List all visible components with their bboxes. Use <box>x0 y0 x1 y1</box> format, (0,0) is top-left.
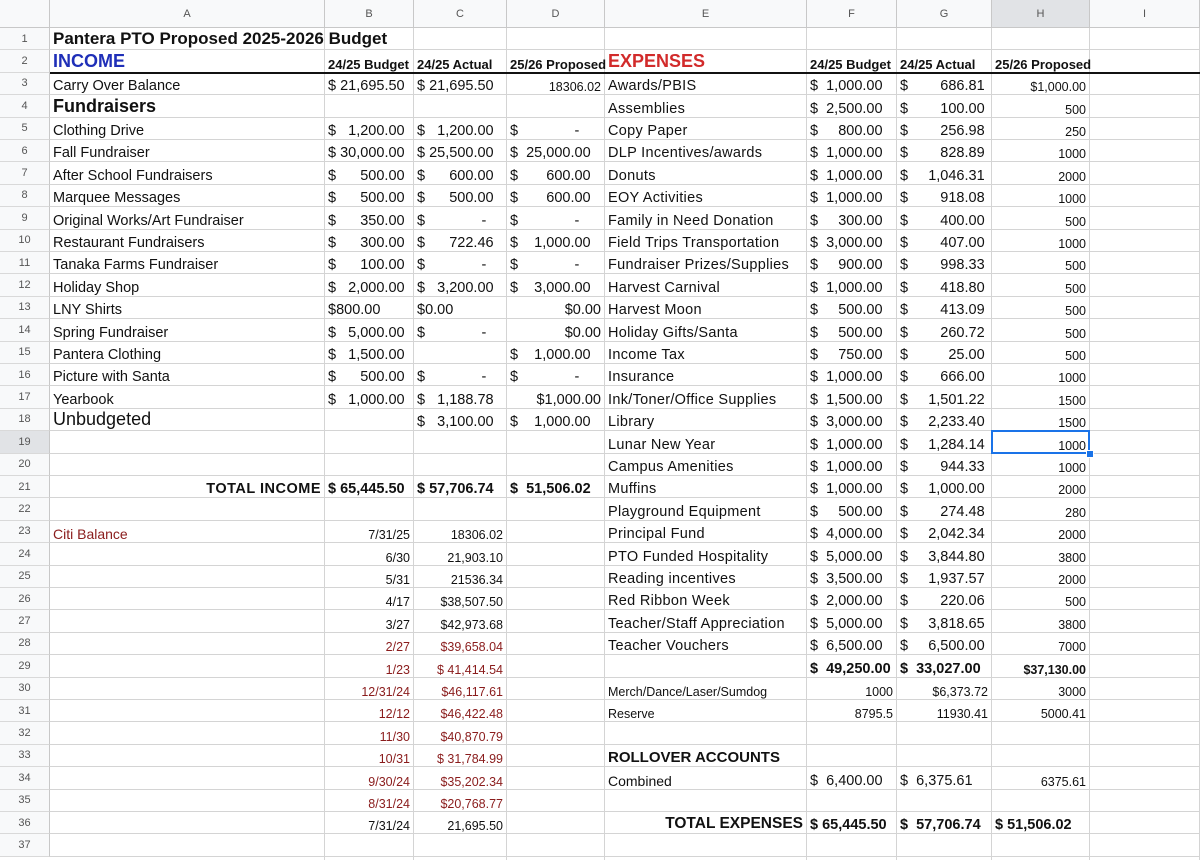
row-header-2[interactable]: 2 <box>0 50 50 72</box>
total-expenses-label[interactable]: TOTAL EXPENSES <box>665 815 803 833</box>
expense-item-budget[interactable]: $ 3,000.00 <box>810 234 883 251</box>
citi-entry-value[interactable]: $46,422.48 <box>440 707 503 722</box>
expense-item-budget[interactable]: $ 1,000.00 <box>810 458 883 475</box>
total-income-budget[interactable]: $ 65,445.50 <box>328 481 405 498</box>
income-item-label[interactable]: LNY Shirts <box>53 302 123 319</box>
expense-item-actual[interactable]: $ 1,000.00 <box>900 481 985 498</box>
expense-item-proposed[interactable]: 500 <box>1065 259 1086 274</box>
expense-item-budget[interactable]: $ 1,500.00 <box>810 391 883 408</box>
expense-item-label[interactable]: Donuts <box>608 167 656 184</box>
expense-item-budget[interactable]: $ 500.00 <box>810 302 883 319</box>
row-header-7[interactable]: 7 <box>0 162 50 184</box>
expense-item-label[interactable]: Campus Amenities <box>608 458 734 475</box>
income-item-proposed[interactable]: $ 1,000.00 <box>510 234 591 251</box>
income-item-budget[interactable]: $ 30,000.00 <box>328 145 405 162</box>
total-income-actual[interactable]: $ 57,706.74 <box>417 481 494 498</box>
income-item-actual[interactable]: $ - <box>417 257 487 274</box>
citi-entry-value[interactable]: 21536.34 <box>450 572 503 587</box>
expense-item-label[interactable]: PTO Funded Hospitality <box>608 548 769 565</box>
expense-item-label[interactable]: Awards/PBIS <box>608 78 697 95</box>
income-item-proposed[interactable]: $ 25,000.00 <box>510 145 591 162</box>
income-item-proposed[interactable]: $ 3,000.00 <box>510 279 591 296</box>
total-income-proposed[interactable]: $ 51,506.02 <box>510 481 591 498</box>
income-item-budget[interactable]: $ 500.00 <box>328 167 405 184</box>
expense-item-proposed[interactable]: $1,000.00 <box>1030 80 1086 95</box>
rollover-combined-proposed[interactable]: 6375.61 <box>1040 774 1086 789</box>
expense-item-budget[interactable]: $ 900.00 <box>810 257 883 274</box>
rollover-combined-actual[interactable]: $ 6,375.61 <box>900 772 973 789</box>
expense-item-label[interactable]: Harvest Moon <box>608 302 702 319</box>
expense-item-proposed[interactable]: 1000 <box>1058 236 1086 251</box>
row-header-15[interactable]: 15 <box>0 342 50 364</box>
row-header-4[interactable]: 4 <box>0 95 50 117</box>
income-item-actual[interactable]: $ - <box>417 212 487 229</box>
row-header-31[interactable]: 31 <box>0 700 50 722</box>
income-item-budget[interactable]: $ 2,000.00 <box>328 279 405 296</box>
citi-entry-value[interactable]: $ 41,414.54 <box>436 662 503 677</box>
citi-balance-label[interactable]: Citi Balance <box>53 526 128 543</box>
income-item-label[interactable]: Fall Fundraiser <box>53 145 150 162</box>
expense-item-actual[interactable]: $ 686.81 <box>900 78 985 95</box>
income-item-proposed[interactable]: $ - <box>510 122 580 139</box>
income-item-budget[interactable]: $ 100.00 <box>328 257 405 274</box>
income-item-actual[interactable]: $ - <box>417 369 487 386</box>
income-item-label[interactable]: Unbudgeted <box>53 409 152 430</box>
income-item-label[interactable]: Restaurant Fundraisers <box>53 234 205 251</box>
income-item-actual[interactable]: $ 21,695.50 <box>417 78 494 95</box>
expense-item-proposed[interactable]: 500 <box>1065 304 1086 319</box>
row-header-10[interactable]: 10 <box>0 230 50 252</box>
row-header-36[interactable]: 36 <box>0 812 50 834</box>
expense-item-label[interactable]: Assemblies <box>608 100 686 117</box>
expense-item-label[interactable]: Red Ribbon Week <box>608 593 730 610</box>
income-item-budget[interactable]: $ 5,000.00 <box>328 324 405 341</box>
expenses-col-f-header[interactable]: 24/25 Budget <box>810 56 891 72</box>
citi-entry-value[interactable]: 18306.02 <box>450 528 503 543</box>
expense-item-actual[interactable]: $ 413.09 <box>900 302 985 319</box>
expense-item-label[interactable]: Field Trips Transportation <box>608 234 780 251</box>
reserve-budget[interactable]: 8795.5 <box>854 707 893 722</box>
expense-item-label[interactable]: Lunar New Year <box>608 436 716 453</box>
expense-item-label[interactable]: Harvest Carnival <box>608 279 720 296</box>
reserve-actual[interactable]: 11930.41 <box>936 707 988 722</box>
expense-item-proposed[interactable]: 2000 <box>1058 528 1086 543</box>
expense-item-actual[interactable]: $ 1,046.31 <box>900 167 985 184</box>
row-header-32[interactable]: 32 <box>0 722 50 744</box>
expense-item-proposed[interactable]: 2000 <box>1058 572 1086 587</box>
merch-label[interactable]: Merch/Dance/Laser/Sumdog <box>608 684 768 699</box>
row-header-35[interactable]: 35 <box>0 790 50 812</box>
total-income-label[interactable]: TOTAL INCOME <box>206 481 321 498</box>
column-header-i[interactable]: I <box>1090 0 1200 28</box>
citi-entry-value[interactable]: $ 31,784.99 <box>436 752 503 767</box>
column-header-d[interactable]: D <box>507 0 605 28</box>
income-item-proposed[interactable]: $ - <box>510 257 580 274</box>
expense-item-budget[interactable]: $ 5,000.00 <box>810 615 883 632</box>
expense-item-actual[interactable]: $ 1,937.57 <box>900 570 985 587</box>
expense-item-proposed[interactable]: 500 <box>1065 348 1086 363</box>
income-item-budget[interactable]: $ 300.00 <box>328 234 405 251</box>
citi-entry-date[interactable]: 3/27 <box>385 617 410 632</box>
expense-item-proposed[interactable]: 250 <box>1065 124 1086 139</box>
citi-entry-value[interactable]: $42,973.68 <box>440 617 503 632</box>
expense-item-budget[interactable]: $ 3,500.00 <box>810 570 883 587</box>
expense-item-actual[interactable]: $ 220.06 <box>900 593 985 610</box>
citi-entry-value[interactable]: $38,507.50 <box>440 595 503 610</box>
row-header-22[interactable]: 22 <box>0 498 50 520</box>
expense-item-budget[interactable]: $ 1,000.00 <box>810 167 883 184</box>
income-item-actual[interactable]: $0.00 <box>417 302 454 319</box>
income-col-c-header[interactable]: 24/25 Actual <box>417 56 493 72</box>
expense-item-actual[interactable]: $ 6,500.00 <box>900 638 985 655</box>
citi-entry-date[interactable]: 1/23 <box>385 662 410 677</box>
expenses-col-g-header[interactable]: 24/25 Actual <box>900 56 976 72</box>
column-header-b[interactable]: B <box>325 0 414 28</box>
expense-subtotal-budget[interactable]: $ 49,250.00 <box>810 660 891 677</box>
expense-item-budget[interactable]: $ 1,000.00 <box>810 481 883 498</box>
income-col-d-header[interactable]: 25/26 Proposed <box>510 56 607 72</box>
expense-item-actual[interactable]: $ 25.00 <box>900 346 985 363</box>
expense-item-proposed[interactable]: 500 <box>1065 281 1086 296</box>
expense-item-proposed[interactable]: 500 <box>1065 102 1086 117</box>
row-header-6[interactable]: 6 <box>0 140 50 162</box>
row-header-20[interactable]: 20 <box>0 454 50 476</box>
income-item-label[interactable]: Picture with Santa <box>53 369 170 386</box>
row-header-24[interactable]: 24 <box>0 543 50 565</box>
expense-item-actual[interactable]: $ 918.08 <box>900 190 985 207</box>
total-expenses-proposed[interactable]: $ 51,506.02 <box>995 817 1072 834</box>
income-item-label[interactable]: Original Works/Art Fundraiser <box>53 212 244 229</box>
income-item-actual[interactable]: $ 722.46 <box>417 234 494 251</box>
select-all-corner[interactable] <box>0 0 50 28</box>
expense-item-budget[interactable]: $ 300.00 <box>810 212 883 229</box>
expense-item-proposed[interactable]: 500 <box>1065 326 1086 341</box>
expense-item-actual[interactable]: $ 3,818.65 <box>900 615 985 632</box>
column-header-h[interactable]: H <box>992 0 1090 28</box>
expense-item-label[interactable]: Principal Fund <box>608 526 705 543</box>
citi-entry-date[interactable]: 6/30 <box>385 550 410 565</box>
expense-item-budget[interactable]: $ 4,000.00 <box>810 526 883 543</box>
row-header-37[interactable]: 37 <box>0 834 50 856</box>
expense-item-budget[interactable]: $ 2,000.00 <box>810 593 883 610</box>
row-header-11[interactable]: 11 <box>0 252 50 274</box>
expense-item-label[interactable]: DLP Incentives/awards <box>608 145 763 162</box>
reserve-proposed[interactable]: 5000.41 <box>1040 707 1086 722</box>
income-item-budget[interactable]: $ 350.00 <box>328 212 405 229</box>
expense-item-label[interactable]: Playground Equipment <box>608 503 761 520</box>
column-header-c[interactable]: C <box>414 0 507 28</box>
rollover-combined-budget[interactable]: $ 6,400.00 <box>810 772 883 789</box>
expense-item-actual[interactable]: $ 260.72 <box>900 324 985 341</box>
row-header-16[interactable]: 16 <box>0 364 50 386</box>
reserve-label[interactable]: Reserve <box>608 707 655 722</box>
citi-entry-date[interactable]: 7/31/24 <box>368 819 410 834</box>
expense-item-proposed[interactable]: 500 <box>1065 595 1086 610</box>
income-item-proposed[interactable]: $ 1,000.00 <box>510 346 591 363</box>
citi-entry-value[interactable]: $46,117.61 <box>441 684 503 699</box>
income-item-budget[interactable]: $ 21,695.50 <box>328 78 405 95</box>
expense-item-actual[interactable]: $ 418.80 <box>900 279 985 296</box>
expense-item-label[interactable]: Teacher Vouchers <box>608 638 729 655</box>
row-header-28[interactable]: 28 <box>0 633 50 655</box>
row-header-23[interactable]: 23 <box>0 521 50 543</box>
expense-item-actual[interactable]: $ 100.00 <box>900 100 985 117</box>
expense-item-label[interactable]: Family in Need Donation <box>608 212 774 229</box>
income-item-budget[interactable]: $ 1,200.00 <box>328 122 405 139</box>
row-header-25[interactable]: 25 <box>0 566 50 588</box>
citi-entry-date[interactable]: 11/30 <box>379 729 410 744</box>
expense-item-proposed[interactable]: 1000 <box>1058 438 1086 453</box>
expense-item-label[interactable]: Teacher/Staff Appreciation <box>608 615 785 632</box>
row-header-21[interactable]: 21 <box>0 476 50 498</box>
expense-item-actual[interactable]: $ 666.00 <box>900 369 985 386</box>
income-item-budget[interactable]: $ 500.00 <box>328 369 405 386</box>
income-item-label[interactable]: Carry Over Balance <box>53 78 181 95</box>
expense-item-proposed[interactable]: 1500 <box>1058 416 1086 431</box>
income-item-label[interactable]: Spring Fundraiser <box>53 324 169 341</box>
income-col-b-header[interactable]: 24/25 Budget <box>328 56 409 72</box>
income-item-proposed[interactable]: 18306.02 <box>548 80 601 95</box>
row-header-1[interactable]: 1 <box>0 28 50 50</box>
column-header-g[interactable]: G <box>897 0 992 28</box>
row-header-17[interactable]: 17 <box>0 386 50 408</box>
expense-item-budget[interactable]: $ 1,000.00 <box>810 436 883 453</box>
expense-item-proposed[interactable]: 1000 <box>1058 192 1086 207</box>
income-item-actual[interactable]: $ 25,500.00 <box>417 145 494 162</box>
expense-item-actual[interactable]: $ 1,501.22 <box>900 391 985 408</box>
expense-item-label[interactable]: Ink/Toner/Office Supplies <box>608 391 777 408</box>
citi-entry-value[interactable]: 21,695.50 <box>447 819 503 834</box>
expense-item-proposed[interactable]: 1500 <box>1058 393 1086 408</box>
expense-item-budget[interactable]: $ 500.00 <box>810 503 883 520</box>
citi-entry-date[interactable]: 7/31/25 <box>368 528 410 543</box>
expense-item-label[interactable]: Insurance <box>608 369 675 386</box>
rollover-combined-label[interactable]: Combined <box>608 772 672 789</box>
row-header-33[interactable]: 33 <box>0 745 50 767</box>
income-item-label[interactable]: Pantera Clothing <box>53 346 162 363</box>
expense-item-proposed[interactable]: 7000 <box>1058 640 1086 655</box>
income-item-budget[interactable]: $ 1,000.00 <box>328 391 405 408</box>
income-item-proposed[interactable]: $0.00 <box>564 302 601 319</box>
expense-item-budget[interactable]: $ 1,000.00 <box>810 145 883 162</box>
expense-item-actual[interactable]: $ 998.33 <box>900 257 985 274</box>
expense-item-actual[interactable]: $ 2,233.40 <box>900 414 985 431</box>
citi-entry-date[interactable]: 12/12 <box>378 707 410 722</box>
rollover-accounts-header[interactable]: ROLLOVER ACCOUNTS <box>608 749 780 767</box>
expense-item-proposed[interactable]: 1000 <box>1058 371 1086 386</box>
expense-subtotal-actual[interactable]: $ 33,027.00 <box>900 660 981 677</box>
expense-item-budget[interactable]: $ 500.00 <box>810 324 883 341</box>
income-item-label[interactable]: Holiday Shop <box>53 279 140 296</box>
row-header-19[interactable]: 19 <box>0 431 50 453</box>
income-item-actual[interactable]: $ - <box>417 324 487 341</box>
income-item-label[interactable]: Yearbook <box>53 391 114 408</box>
expense-item-budget[interactable]: $ 3,000.00 <box>810 414 883 431</box>
expense-item-label[interactable]: Copy Paper <box>608 122 688 139</box>
expense-item-label[interactable]: EOY Activities <box>608 190 703 207</box>
income-item-proposed[interactable]: $ 1,000.00 <box>510 414 591 431</box>
expense-item-actual[interactable]: $ 256.98 <box>900 122 985 139</box>
expense-item-proposed[interactable]: 280 <box>1065 505 1086 520</box>
income-item-label[interactable]: After School Fundraisers <box>53 167 213 184</box>
row-header-26[interactable]: 26 <box>0 588 50 610</box>
expense-item-label[interactable]: Holiday Gifts/Santa <box>608 324 738 341</box>
column-header-e[interactable]: E <box>605 0 807 28</box>
income-item-budget[interactable]: $800.00 <box>328 302 381 319</box>
expense-item-budget[interactable]: $ 1,000.00 <box>810 369 883 386</box>
expense-item-budget[interactable]: $ 2,500.00 <box>810 100 883 117</box>
income-item-proposed[interactable]: $ - <box>510 212 580 229</box>
expense-item-budget[interactable]: $ 1,000.00 <box>810 78 883 95</box>
expense-item-actual[interactable]: $ 3,844.80 <box>900 548 985 565</box>
expenses-col-h-header[interactable]: 25/26 Proposed <box>995 56 1092 72</box>
row-header-14[interactable]: 14 <box>0 319 50 341</box>
income-header[interactable]: INCOME <box>53 50 125 71</box>
row-header-13[interactable]: 13 <box>0 297 50 319</box>
citi-entry-date[interactable]: 8/31/24 <box>368 796 410 811</box>
expense-item-actual[interactable]: $ 400.00 <box>900 212 985 229</box>
expense-item-proposed[interactable]: 500 <box>1065 214 1086 229</box>
expense-item-budget[interactable]: $ 5,000.00 <box>810 548 883 565</box>
merch-actual[interactable]: $6,373.72 <box>932 684 988 699</box>
income-item-proposed[interactable]: $ 600.00 <box>510 167 591 184</box>
row-header-9[interactable]: 9 <box>0 207 50 229</box>
expense-item-actual[interactable]: $ 1,284.14 <box>900 436 985 453</box>
income-item-budget[interactable]: $ 1,500.00 <box>328 346 405 363</box>
income-item-actual[interactable]: $ 3,100.00 <box>417 414 494 431</box>
row-header-8[interactable]: 8 <box>0 185 50 207</box>
expense-item-proposed[interactable]: 3800 <box>1058 550 1086 565</box>
income-item-actual[interactable]: $ 1,200.00 <box>417 122 494 139</box>
total-expenses-actual[interactable]: $ 57,706.74 <box>900 817 981 834</box>
income-item-actual[interactable]: $ 3,200.00 <box>417 279 494 296</box>
expense-item-budget[interactable]: $ 800.00 <box>810 122 883 139</box>
expense-item-proposed[interactable]: 2000 <box>1058 169 1086 184</box>
expense-item-proposed[interactable]: 1000 <box>1058 147 1086 162</box>
expense-item-budget[interactable]: $ 6,500.00 <box>810 638 883 655</box>
expenses-header[interactable]: EXPENSES <box>608 50 706 71</box>
income-item-proposed[interactable]: $ - <box>510 369 580 386</box>
income-item-budget[interactable]: $ 500.00 <box>328 190 405 207</box>
income-item-actual[interactable]: $ 600.00 <box>417 167 494 184</box>
citi-entry-date[interactable]: 2/27 <box>385 640 410 655</box>
expense-item-label[interactable]: Fundraiser Prizes/Supplies <box>608 257 790 274</box>
expense-item-budget[interactable]: $ 1,000.00 <box>810 279 883 296</box>
expense-item-proposed[interactable]: 1000 <box>1058 460 1086 475</box>
citi-entry-date[interactable]: 12/31/24 <box>361 684 410 699</box>
expense-item-actual[interactable]: $ 828.89 <box>900 145 985 162</box>
expense-item-actual[interactable]: $ 407.00 <box>900 234 985 251</box>
expense-item-label[interactable]: Library <box>608 414 655 431</box>
expense-item-actual[interactable]: $ 2,042.34 <box>900 526 985 543</box>
expense-subtotal-proposed[interactable]: $37,130.00 <box>1023 662 1086 677</box>
row-header-34[interactable]: 34 <box>0 767 50 789</box>
total-expenses-budget[interactable]: $ 65,445.50 <box>810 817 887 834</box>
citi-entry-date[interactable]: 5/31 <box>385 572 410 587</box>
grid-row-line <box>50 856 1200 857</box>
selection-fill-handle[interactable] <box>1086 450 1094 458</box>
row-header-29[interactable]: 29 <box>0 655 50 677</box>
expense-item-budget[interactable]: $ 750.00 <box>810 346 883 363</box>
income-item-proposed[interactable]: $ 600.00 <box>510 190 591 207</box>
income-item-label[interactable]: Marquee Messages <box>53 190 181 207</box>
sheet-title[interactable]: Pantera PTO Proposed 2025-2026 Budget <box>53 29 388 49</box>
expense-item-proposed[interactable]: 3800 <box>1058 617 1086 632</box>
expense-item-budget[interactable]: $ 1,000.00 <box>810 190 883 207</box>
citi-entry-value[interactable]: $40,870.79 <box>440 729 503 744</box>
citi-entry-value[interactable]: $35,202.34 <box>440 774 503 789</box>
column-header-a[interactable]: A <box>50 0 325 28</box>
expense-item-actual[interactable]: $ 944.33 <box>900 458 985 475</box>
merch-proposed[interactable]: 3000 <box>1058 684 1086 699</box>
column-header-f[interactable]: F <box>807 0 897 28</box>
row-header-18[interactable]: 18 <box>0 409 50 431</box>
citi-entry-date[interactable]: 10/31 <box>378 752 410 767</box>
income-item-actual[interactable]: $ 1,188.78 <box>417 391 494 408</box>
row-header-5[interactable]: 5 <box>0 118 50 140</box>
income-item-proposed[interactable]: $0.00 <box>564 324 601 341</box>
income-item-label[interactable]: Fundraisers <box>53 95 157 116</box>
expense-item-label[interactable]: Muffins <box>608 481 657 498</box>
selected-cell-outline <box>991 430 1090 453</box>
merch-budget[interactable]: 1000 <box>865 684 893 699</box>
income-item-label[interactable]: Tanaka Farms Fundraiser <box>53 257 219 274</box>
citi-entry-date[interactable]: 9/30/24 <box>368 774 410 789</box>
expense-item-label[interactable]: Income Tax <box>608 346 685 363</box>
row-header-27[interactable]: 27 <box>0 610 50 632</box>
expense-item-label[interactable]: Reading incentives <box>608 570 736 587</box>
citi-entry-value[interactable]: $39,658.04 <box>440 640 503 655</box>
citi-entry-value[interactable]: 21,903.10 <box>447 550 503 565</box>
citi-entry-value[interactable]: $20,768.77 <box>440 796 503 811</box>
expense-item-actual[interactable]: $ 274.48 <box>900 503 985 520</box>
row-header-12[interactable]: 12 <box>0 274 50 296</box>
row-header-30[interactable]: 30 <box>0 678 50 700</box>
income-item-actual[interactable]: $ 500.00 <box>417 190 494 207</box>
row-header-3[interactable]: 3 <box>0 73 50 95</box>
citi-entry-date[interactable]: 4/17 <box>385 595 410 610</box>
expense-item-proposed[interactable]: 2000 <box>1058 483 1086 498</box>
income-item-label[interactable]: Clothing Drive <box>53 122 145 139</box>
income-item-proposed[interactable]: $1,000.00 <box>536 391 601 408</box>
